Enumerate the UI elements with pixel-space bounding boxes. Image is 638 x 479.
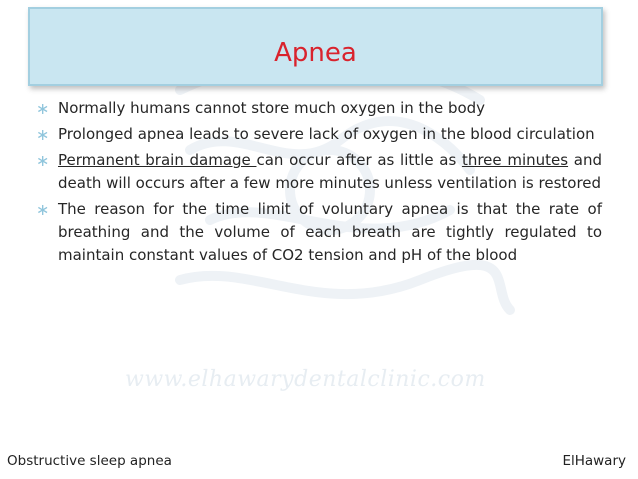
footer-topic: Obstructive sleep apnea xyxy=(7,453,172,469)
footer-author: ElHawary xyxy=(562,453,626,469)
bullet-item-3 xyxy=(36,149,602,195)
bullet-item-4 xyxy=(36,198,602,267)
title-box xyxy=(28,7,603,86)
bullet-list xyxy=(36,97,602,270)
slide-title: Apnea xyxy=(274,38,357,68)
bullet-item-2 xyxy=(36,123,602,146)
bullet-text: The reason for the time limit of voluntary apnea is that the rate of breathing and the volume of each breath are tightly regulated to maintain constant values of CO2 tension and pH of the blood xyxy=(58,200,602,264)
underlined-term-three-minutes: three minutes xyxy=(461,151,569,169)
asterisk-bullet-icon: ∗ xyxy=(36,125,50,144)
bullet-text: can occur after as little as xyxy=(256,151,462,169)
underlined-term-brain-damage: Permanent brain damage xyxy=(58,151,257,169)
asterisk-bullet-icon: ∗ xyxy=(36,151,50,170)
asterisk-bullet-icon: ∗ xyxy=(36,99,50,118)
asterisk-bullet-icon: ∗ xyxy=(36,200,50,219)
bullet-text: Prolonged apnea leads to severe lack of oxygen in the blood circulation xyxy=(58,125,595,143)
bullet-text: Normally humans cannot store much oxygen in the body xyxy=(58,99,486,117)
bullet-text: and death will occurs after a few more minutes unless ventilation is restored xyxy=(58,151,602,192)
bullet-item-1 xyxy=(36,97,602,120)
watermark-url: www.elhawarydentalclinic.com xyxy=(125,367,486,392)
